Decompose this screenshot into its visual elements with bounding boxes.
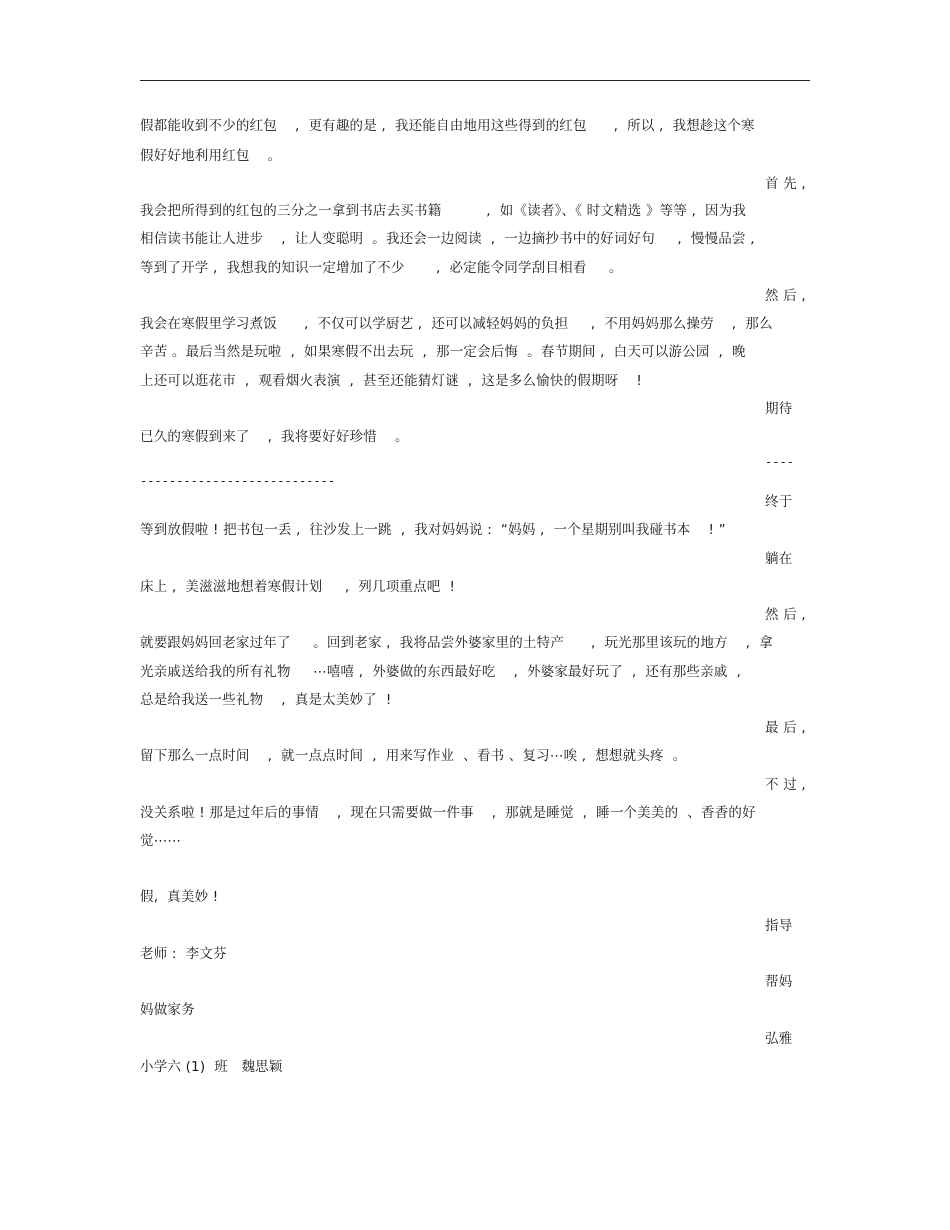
paragraph-lead: 弘雅: [765, 1031, 793, 1047]
text-line: 等到放假啦 ! 把书包一丢 , 往沙发上一跳 , 我对妈妈说 : “妈妈 , 一个星期别叫我碰书本 ! ”: [140, 522, 726, 538]
text-line: 总是给我送一些礼物 , 真是太美妙了 !: [140, 692, 392, 708]
text-line: 留下那么一点时间 , 就一点点时间 , 用来写作业 、看书 、复习⋯唉 , 想想就头疼 。: [140, 748, 687, 764]
paragraph-lead: 最 后 ,: [765, 720, 806, 736]
paragraph-lead: 指导: [765, 918, 793, 934]
title-line: 妈做家务: [140, 1002, 195, 1018]
paragraph-lead: 首 先 ,: [765, 176, 806, 192]
text-line: 上还可以逛花市 , 观看烟火表演 , 甚至还能猜灯谜 , 这是多么愉快的假期呀 !: [140, 373, 642, 389]
author-line: 小学六 (1) 班 魏思颖: [140, 1059, 283, 1075]
separator-dashes: ----: [765, 455, 794, 469]
text-line: 假都能收到不少的红包 , 更有趣的是 , 我还能自由地用这些得到的红包 , 所以 , 我想趁这个寒: [140, 118, 755, 134]
text-line: 等到了开学 , 我想我的知识一定增加了不少 , 必定能令同学刮目相看 。: [140, 260, 623, 276]
header-rule: [140, 80, 810, 81]
text-line: 没关系啦 ! 那是过年后的事情 , 现在只需要做一件事 , 那就是睡觉 , 睡一个美美的 、香香的好: [140, 805, 756, 821]
text-line: 相信读书能让人进步 , 让人变聪明 。我还会一边阅读 , 一边摘抄书中的好词好句 , 慢慢品尝 ,: [140, 231, 755, 247]
text-line: 假, 真美妙 !: [140, 889, 219, 905]
paragraph-lead: 终于: [765, 494, 793, 510]
text-line: 假好好地利用红包 。: [140, 148, 282, 164]
text-line: 已久的寒假到来了 , 我将要好好珍惜 。: [140, 429, 409, 445]
text-line: 床上 , 美滋滋地想着寒假计划 , 列几项重点吧 !: [140, 579, 456, 595]
text-line: 觉⋯⋯: [140, 833, 182, 849]
paragraph-lead: 躺在: [765, 551, 793, 567]
text-line: 我会在寒假里学习煮饭 , 不仅可以学厨艺 , 还可以减轻妈妈的负担 , 不用妈妈那么操劳 , 那么: [140, 316, 773, 332]
text-line: 我会把所得到的红包的三分之一拿到书店去买书籍 , 如《读者》、《 时文精选 》等等 , 因为我: [140, 203, 747, 219]
teacher-line: 老师 : 李文芬: [140, 946, 227, 962]
separator-dashes: ---------------------------: [140, 474, 336, 488]
paragraph-lead: 然 后 ,: [765, 607, 806, 623]
text-line: 辛苦 。最后当然是玩啦 , 如果寒假不出去玩 , 那一定会后悔 。春节期间 , 白天可以游公园 , 晚: [140, 344, 746, 360]
text-line: 光亲戚送给我的所有礼物 ⋯嘻嘻 , 外婆做的东西最好吃 , 外婆家最好玩了 , 还有那些亲戚 ,: [140, 664, 741, 680]
paragraph-lead: 不 过 ,: [765, 777, 806, 793]
text-line: 就要跟妈妈回老家过年了 。回到老家 , 我将品尝外婆家里的土特产 , 玩光那里该玩的地方 , 拿: [140, 635, 773, 651]
paragraph-lead: 帮妈: [765, 974, 793, 990]
paragraph-lead: 期待: [765, 401, 793, 417]
paragraph-lead: 然 后 ,: [765, 288, 806, 304]
